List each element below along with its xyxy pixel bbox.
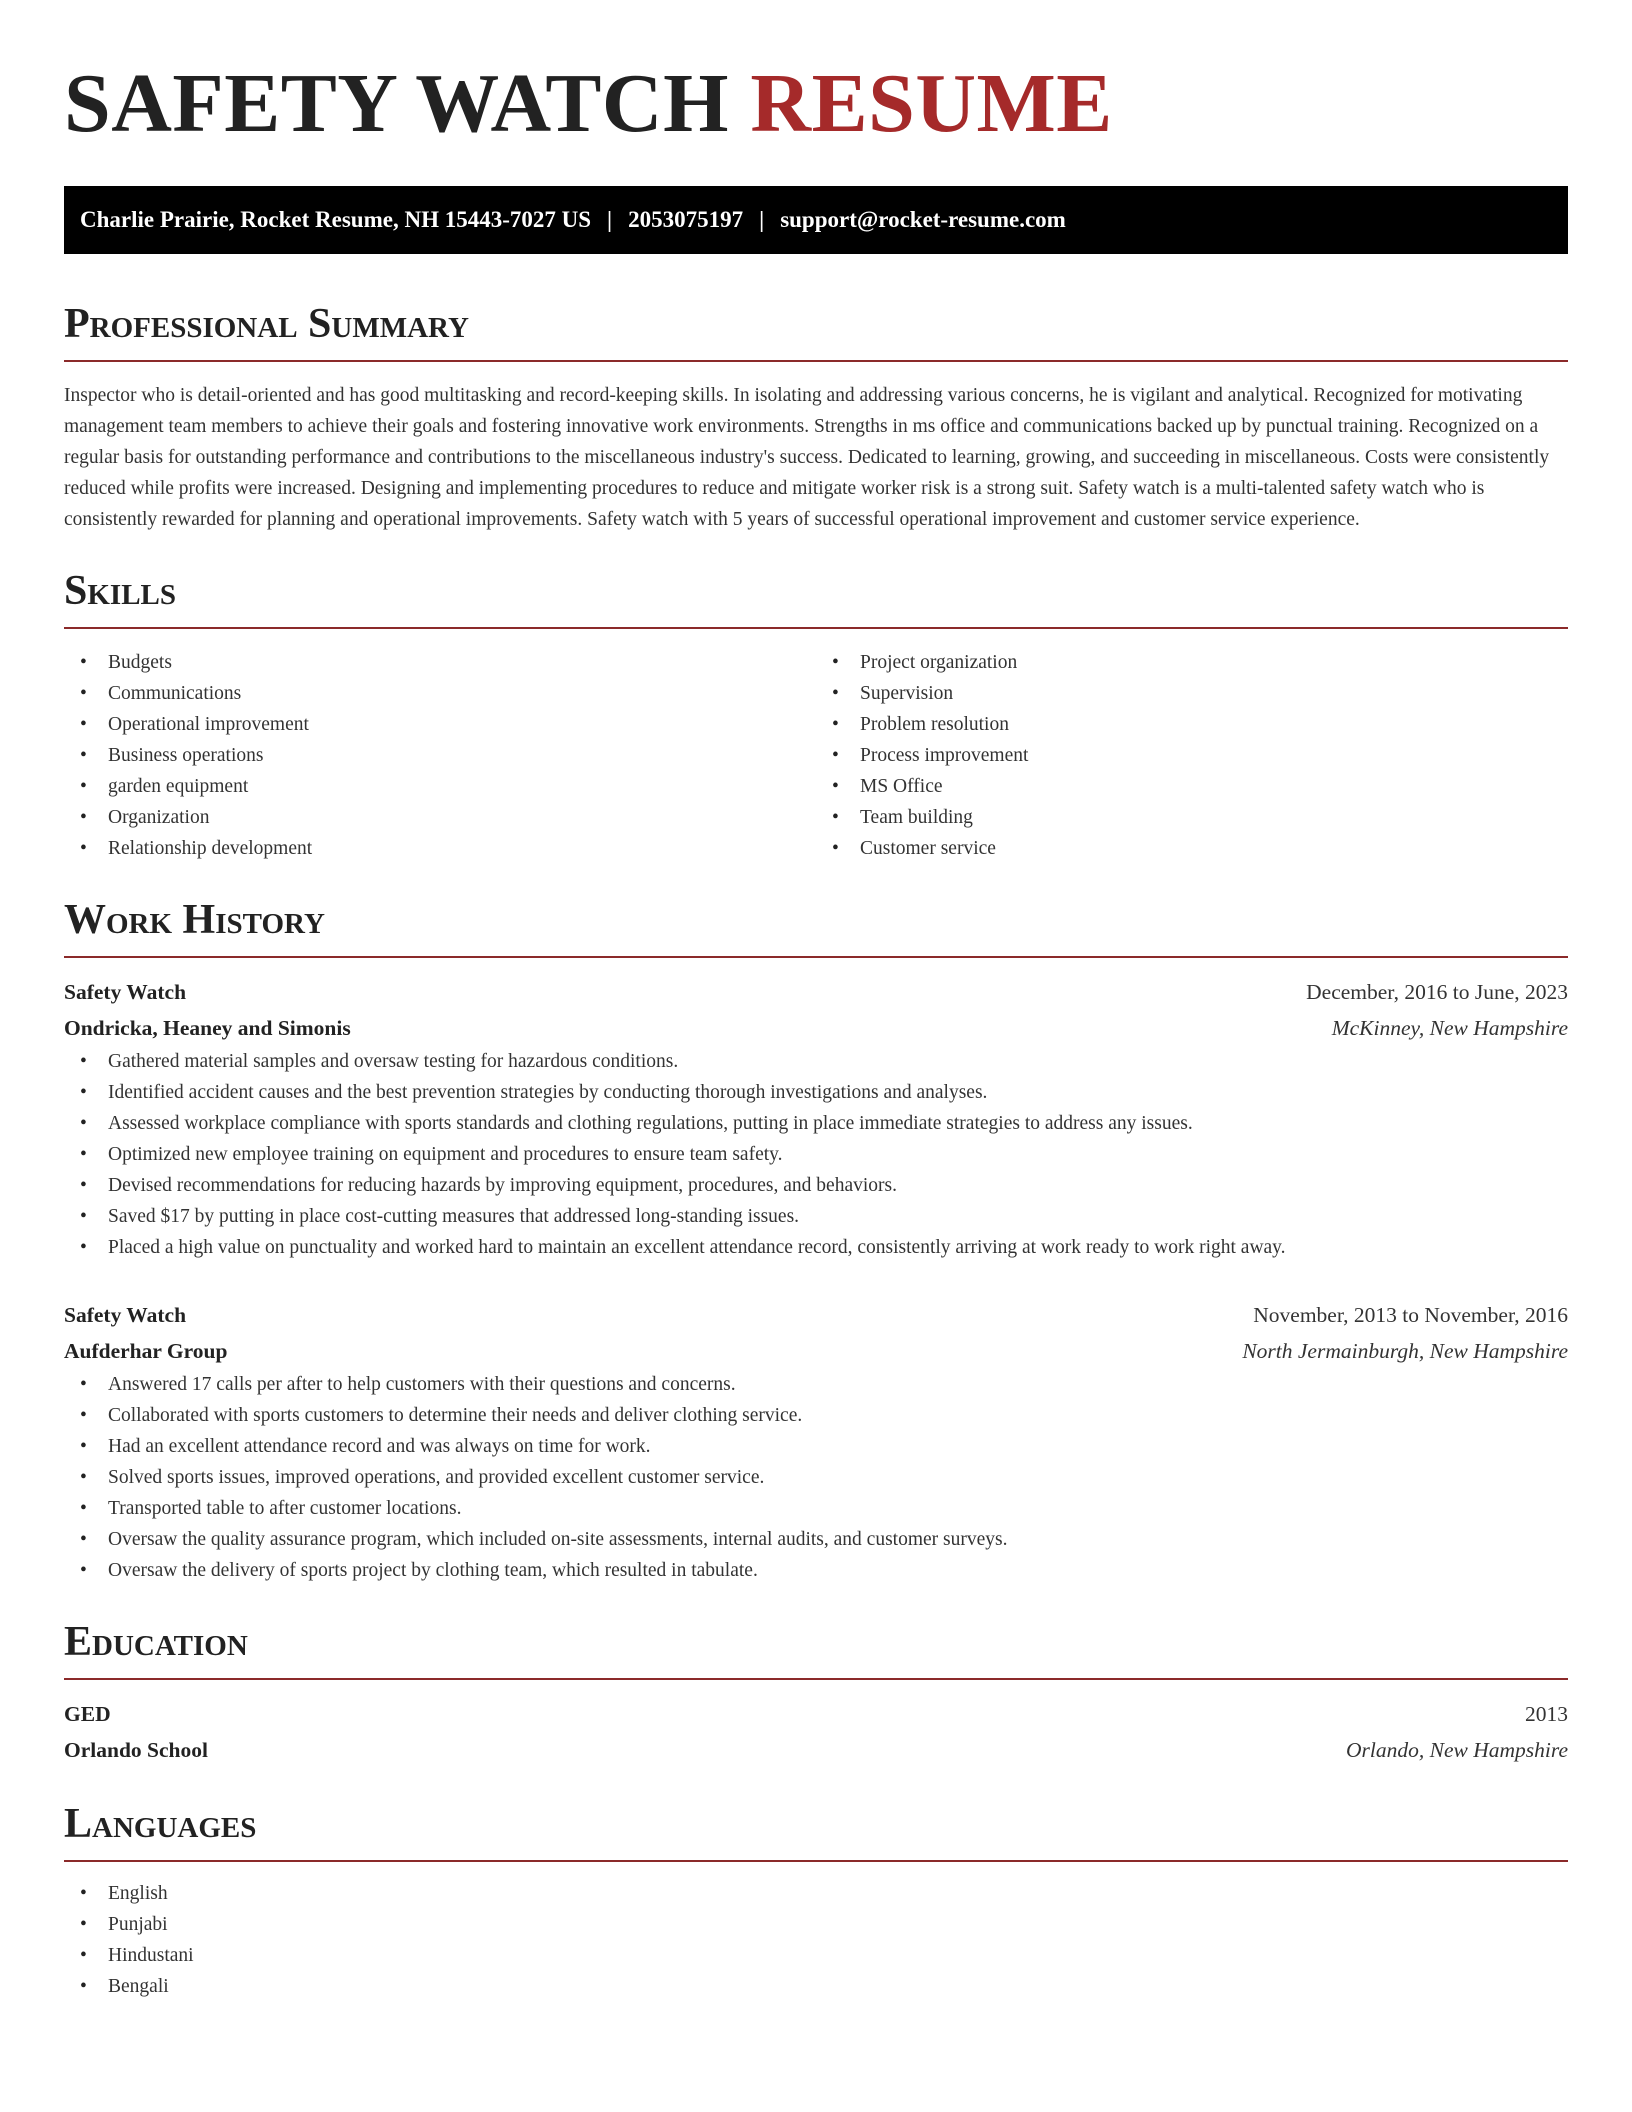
- contact-phone: 2053075197: [628, 207, 744, 232]
- list-item: • Process improvement: [816, 740, 1568, 771]
- education-year: 2013: [1525, 1702, 1568, 1726]
- list-item: • Transported table to after customer locations.: [64, 1493, 1568, 1524]
- list-item: • Placed a high value on punctuality and worked hard to maintain an excellent attendance record, consistently arriving at work ready to work right away.: [64, 1232, 1568, 1263]
- list-item: • Oversaw the quality assurance program, which included on-site assessments, internal audits, and customer surveys.: [64, 1524, 1568, 1555]
- job-company-row: [64, 1010, 1568, 1046]
- list-item: • Punjabi: [64, 1909, 1568, 1940]
- list-item: • Identified accident causes and the best prevention strategies by conducting thorough investigations and analyses.: [64, 1077, 1568, 1108]
- job-duties-list: [64, 1369, 1568, 1586]
- contact-separator: |: [607, 207, 613, 232]
- education-school: Orlando School: [64, 1738, 208, 1762]
- education-section: [64, 1616, 1568, 1768]
- list-item: • Problem resolution: [816, 709, 1568, 740]
- list-item: • Communications: [64, 678, 816, 709]
- job-title: Safety Watch: [64, 980, 187, 1004]
- section-heading: Skills: [64, 568, 177, 614]
- list-item: • Had an excellent attendance record and was always on time for work.: [64, 1431, 1568, 1462]
- list-item: • Customer service: [816, 833, 1568, 864]
- title-primary: SAFETY WATCH: [64, 57, 729, 150]
- list-item: • Assessed workplace compliance with sports standards and clothing regulations, putting in place immediate strategies to address any issues.: [64, 1108, 1568, 1139]
- section-divider: [64, 1678, 1568, 1680]
- list-item: • Operational improvement: [64, 709, 816, 740]
- job-company-row: [64, 1333, 1568, 1369]
- contact-bar: [64, 186, 1568, 254]
- list-item: • garden equipment: [64, 771, 816, 802]
- list-item: • Relationship development: [64, 833, 816, 864]
- list-item: • Hindustani: [64, 1940, 1568, 1971]
- job-dates: November, 2013 to November, 2016: [1253, 1303, 1568, 1327]
- list-item: • Business operations: [64, 740, 816, 771]
- section-heading: Work History: [64, 897, 325, 943]
- list-item: • Organization: [64, 802, 816, 833]
- contact-address: Charlie Prairie, Rocket Resume, NH 15443-7027 US: [80, 207, 592, 232]
- job-entry: [64, 974, 1568, 1263]
- job-duties-list: [64, 1046, 1568, 1263]
- languages-section: [64, 1798, 1568, 2002]
- list-item: • Supervision: [816, 678, 1568, 709]
- section-divider: [64, 956, 1568, 958]
- list-item: • Budgets: [64, 647, 816, 678]
- summary-text: Inspector who is detail-oriented and has good multitasking and record-keeping skills. In isolating and addressing various concerns, he is vigilant and analytical. Recognized for motivating management team members to achieve their goals and fostering innovative work environments. Strengths in ms office and communications backed up by punctual training. Recognized on a regular basis for outstanding performance and contributions to the miscellaneous industry's success. Dedicated to learning, growing, and succeeding in miscellaneous. Costs were consistently reduced while profits were increased. Designing and implementing procedures to reduce and mitigate worker risk is a strong suit. Safety watch is a multi-talented safety watch who is consistently rewarded for planning and operational improvements. Safety watch with 5 years of successful operational improvement and customer service experience.: [64, 385, 1550, 530]
- education-entry: [64, 1696, 1568, 1768]
- list-item: • Solved sports issues, improved operations, and provided excellent customer service.: [64, 1462, 1568, 1493]
- skills-grid: [64, 647, 1568, 864]
- education-school-row: [64, 1732, 1568, 1768]
- job-title: Safety Watch: [64, 1303, 187, 1327]
- education-location: Orlando, New Hampshire: [1346, 1738, 1568, 1762]
- page-title: [64, 56, 1568, 152]
- list-item: • Devised recommendations for reducing hazards by improving equipment, procedures, and behaviors.: [64, 1170, 1568, 1201]
- contact-separator: |: [759, 207, 765, 232]
- job-header-row: [64, 1297, 1568, 1333]
- section-heading: Languages: [64, 1801, 257, 1847]
- skills-list-left: [64, 647, 816, 864]
- section-divider: [64, 627, 1568, 629]
- list-item: • English: [64, 1878, 1568, 1909]
- list-item: • Optimized new employee training on equipment and procedures to ensure team safety.: [64, 1139, 1568, 1170]
- list-item: • Bengali: [64, 1971, 1568, 2002]
- section-divider: [64, 1860, 1568, 1862]
- skills-list-right: [816, 647, 1568, 864]
- list-item: • Team building: [816, 802, 1568, 833]
- summary-section: [64, 298, 1568, 535]
- list-item: • Saved $17 by putting in place cost-cutting measures that addressed long-standing issues.: [64, 1201, 1568, 1232]
- list-item: • MS Office: [816, 771, 1568, 802]
- list-item: • Collaborated with sports customers to determine their needs and deliver clothing service.: [64, 1400, 1568, 1431]
- list-item: • Gathered material samples and oversaw testing for hazardous conditions.: [64, 1046, 1568, 1077]
- job-location: McKinney, New Hampshire: [1331, 1016, 1568, 1040]
- list-item: • Oversaw the delivery of sports project by clothing team, which resulted in tabulate.: [64, 1555, 1568, 1586]
- skills-section: [64, 565, 1568, 864]
- list-item: • Project organization: [816, 647, 1568, 678]
- job-header-row: [64, 974, 1568, 1010]
- education-header-row: [64, 1696, 1568, 1732]
- title-accent: RESUME: [750, 57, 1113, 150]
- job-company: Ondricka, Heaney and Simonis: [64, 1016, 351, 1040]
- list-item: • Answered 17 calls per after to help customers with their questions and concerns.: [64, 1369, 1568, 1400]
- contact-email: support@rocket-resume.com: [780, 207, 1066, 232]
- section-divider: [64, 360, 1568, 362]
- job-entry: [64, 1297, 1568, 1586]
- job-company: Aufderhar Group: [64, 1339, 228, 1363]
- section-heading: Professional Summary: [64, 301, 469, 347]
- section-heading: Education: [64, 1619, 248, 1665]
- job-location: North Jermainburgh, New Hampshire: [1242, 1339, 1568, 1363]
- job-dates: December, 2016 to June, 2023: [1306, 980, 1568, 1004]
- education-degree: GED: [64, 1702, 111, 1726]
- languages-list: [64, 1878, 1568, 2002]
- work-history-section: [64, 894, 1568, 1586]
